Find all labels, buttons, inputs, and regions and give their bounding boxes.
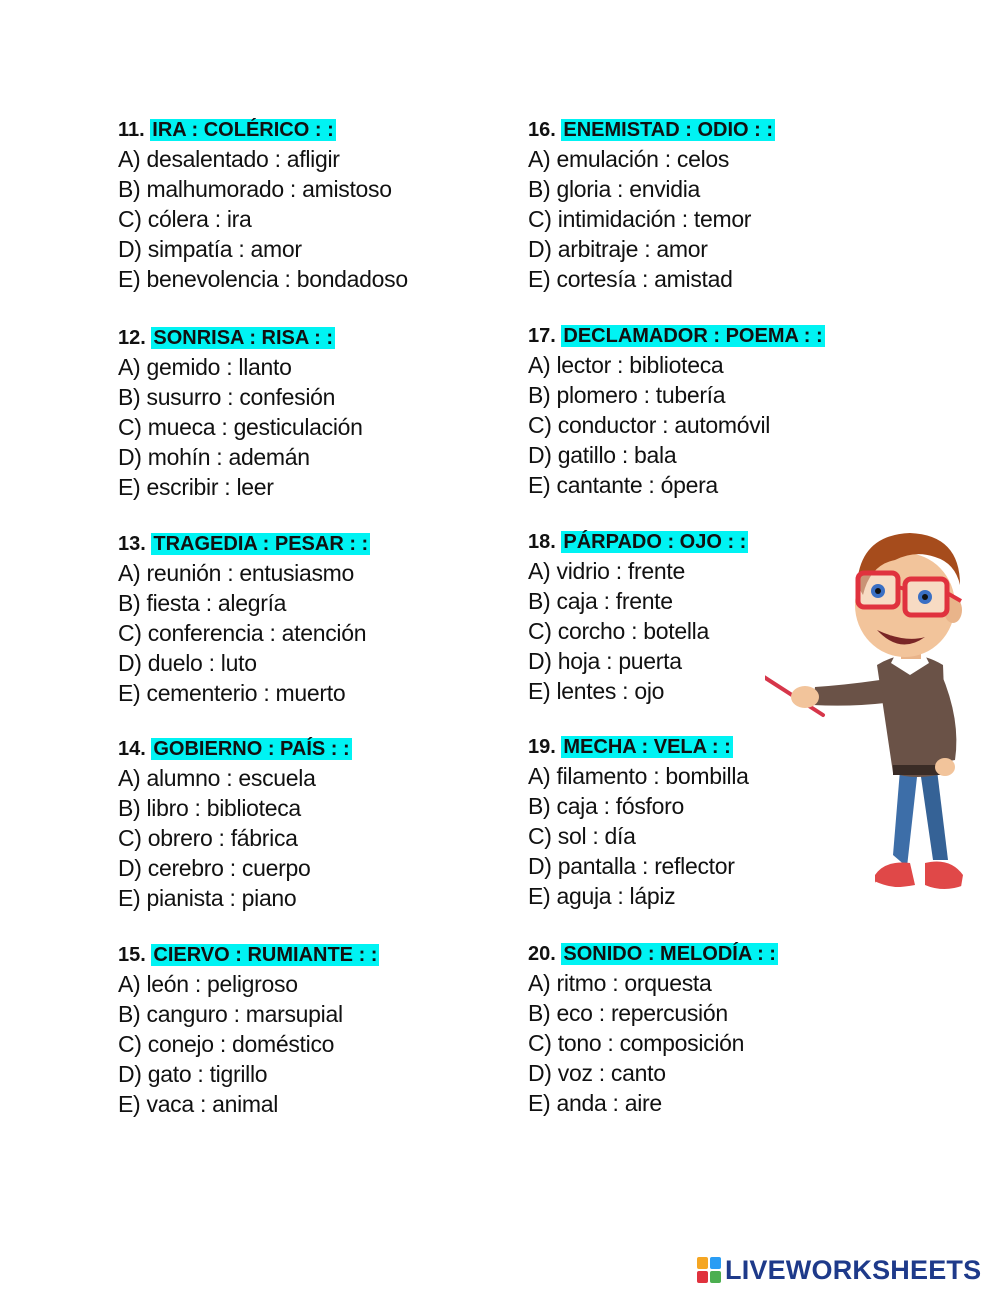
option-b[interactable]: B) plomero : tubería xyxy=(528,382,726,408)
option-c[interactable]: C) conferencia : atención xyxy=(118,620,367,646)
question-title: SONRISA : RISA : : xyxy=(153,327,334,349)
option-e[interactable]: E) cortesía : amistad xyxy=(528,266,733,292)
option-d[interactable]: D) arbitraje : amor xyxy=(528,236,708,262)
option-d[interactable]: D) cerebro : cuerpo xyxy=(118,855,311,881)
question-number: 12. xyxy=(118,327,146,349)
option-d[interactable]: D) voz : canto xyxy=(528,1060,666,1086)
option-c[interactable]: C) sol : día xyxy=(528,823,636,849)
option-b[interactable]: B) caja : frente xyxy=(528,588,673,614)
question-15 xyxy=(118,943,498,1119)
question-number: 15. xyxy=(118,944,146,966)
question-title: IRA : COLÉRICO : : xyxy=(152,119,334,141)
option-e[interactable]: E) aguja : lápiz xyxy=(528,883,676,909)
option-c[interactable]: C) obrero : fábrica xyxy=(118,825,298,851)
option-e[interactable]: E) cementerio : muerto xyxy=(118,680,346,706)
question-number: 18. xyxy=(528,531,556,553)
teacher-with-pointer-illustration xyxy=(765,515,990,910)
question-title: ENEMISTAD : ODIO : : xyxy=(563,119,773,141)
question-title: SONIDO : MELODÍA : : xyxy=(563,943,776,965)
question-number: 19. xyxy=(528,736,556,758)
option-e[interactable]: E) escribir : leer xyxy=(118,474,274,500)
option-c[interactable]: C) conductor : automóvil xyxy=(528,412,771,438)
question-header xyxy=(118,943,498,969)
option-e[interactable]: E) anda : aire xyxy=(528,1090,662,1116)
option-d[interactable]: D) duelo : luto xyxy=(118,650,257,676)
option-b[interactable]: B) fiesta : alegría xyxy=(118,590,287,616)
question-number: 17. xyxy=(528,325,556,347)
option-d[interactable]: D) hoja : puerta xyxy=(528,648,682,674)
question-header xyxy=(118,737,498,763)
question-title: CIERVO : RUMIANTE : : xyxy=(153,944,378,966)
question-16 xyxy=(528,118,908,294)
question-header xyxy=(118,532,498,558)
question-header xyxy=(118,118,498,144)
option-c[interactable]: C) conejo : doméstico xyxy=(118,1031,335,1057)
question-header xyxy=(118,326,498,352)
option-a[interactable]: A) emulación : celos xyxy=(528,146,730,172)
question-11 xyxy=(118,118,498,294)
option-a[interactable]: A) león : peligroso xyxy=(118,971,298,997)
question-header xyxy=(528,942,908,968)
option-a[interactable]: A) lector : biblioteca xyxy=(528,352,724,378)
option-e[interactable]: E) vaca : animal xyxy=(118,1091,279,1117)
option-b[interactable]: B) gloria : envidia xyxy=(528,176,700,202)
question-20 xyxy=(528,942,908,1118)
option-b[interactable]: B) caja : fósforo xyxy=(528,793,684,819)
question-17 xyxy=(528,324,908,500)
option-c[interactable]: C) cólera : ira xyxy=(118,206,252,232)
option-e[interactable]: E) benevolencia : bondadoso xyxy=(118,266,408,292)
option-a[interactable]: A) vidrio : frente xyxy=(528,558,685,584)
option-d[interactable]: D) gatillo : bala xyxy=(528,442,677,468)
question-title: MECHA : VELA : : xyxy=(563,736,731,758)
question-number: 16. xyxy=(528,119,556,141)
option-e[interactable]: E) lentes : ojo xyxy=(528,678,665,704)
question-number: 20. xyxy=(528,943,556,965)
option-a[interactable]: A) alumno : escuela xyxy=(118,765,316,791)
option-d[interactable]: D) pantalla : reflector xyxy=(528,853,735,879)
liveworksheets-logo-icon xyxy=(697,1257,721,1283)
option-c[interactable]: C) intimidación : temor xyxy=(528,206,752,232)
question-title: DECLAMADOR : POEMA : : xyxy=(563,325,823,347)
option-d[interactable]: D) gato : tigrillo xyxy=(118,1061,268,1087)
option-b[interactable]: B) malhumorado : amistoso xyxy=(118,176,392,202)
question-number: 13. xyxy=(118,533,146,555)
question-12 xyxy=(118,326,498,502)
option-e[interactable]: E) cantante : ópera xyxy=(528,472,718,498)
option-a[interactable]: A) desalentado : afligir xyxy=(118,146,340,172)
option-b[interactable]: B) canguro : marsupial xyxy=(118,1001,343,1027)
option-b[interactable]: B) libro : biblioteca xyxy=(118,795,301,821)
question-number: 14. xyxy=(118,738,146,760)
question-title: PÁRPADO : OJO : : xyxy=(563,531,747,553)
logo-text: LIVEWORKSHEETS xyxy=(725,1254,982,1285)
option-a[interactable]: A) ritmo : orquesta xyxy=(528,970,712,996)
question-header xyxy=(528,324,908,350)
option-e[interactable]: E) pianista : piano xyxy=(118,885,297,911)
question-header xyxy=(528,118,908,144)
option-c[interactable]: C) corcho : botella xyxy=(528,618,709,644)
option-d[interactable]: D) mohín : ademán xyxy=(118,444,310,470)
option-b[interactable]: B) eco : repercusión xyxy=(528,1000,728,1026)
liveworksheets-logo[interactable] xyxy=(697,1253,981,1287)
option-b[interactable]: B) susurro : confesión xyxy=(118,384,336,410)
option-c[interactable]: C) tono : composición xyxy=(528,1030,745,1056)
question-14 xyxy=(118,737,498,913)
question-number: 11. xyxy=(118,119,145,141)
option-d[interactable]: D) simpatía : amor xyxy=(118,236,302,262)
option-c[interactable]: C) mueca : gesticulación xyxy=(118,414,363,440)
question-title: GOBIERNO : PAÍS : : xyxy=(153,738,350,760)
question-title: TRAGEDIA : PESAR : : xyxy=(153,533,369,555)
option-a[interactable]: A) gemido : llanto xyxy=(118,354,292,380)
option-a[interactable]: A) filamento : bombilla xyxy=(528,763,749,789)
question-13 xyxy=(118,532,498,708)
option-a[interactable]: A) reunión : entusiasmo xyxy=(118,560,355,586)
